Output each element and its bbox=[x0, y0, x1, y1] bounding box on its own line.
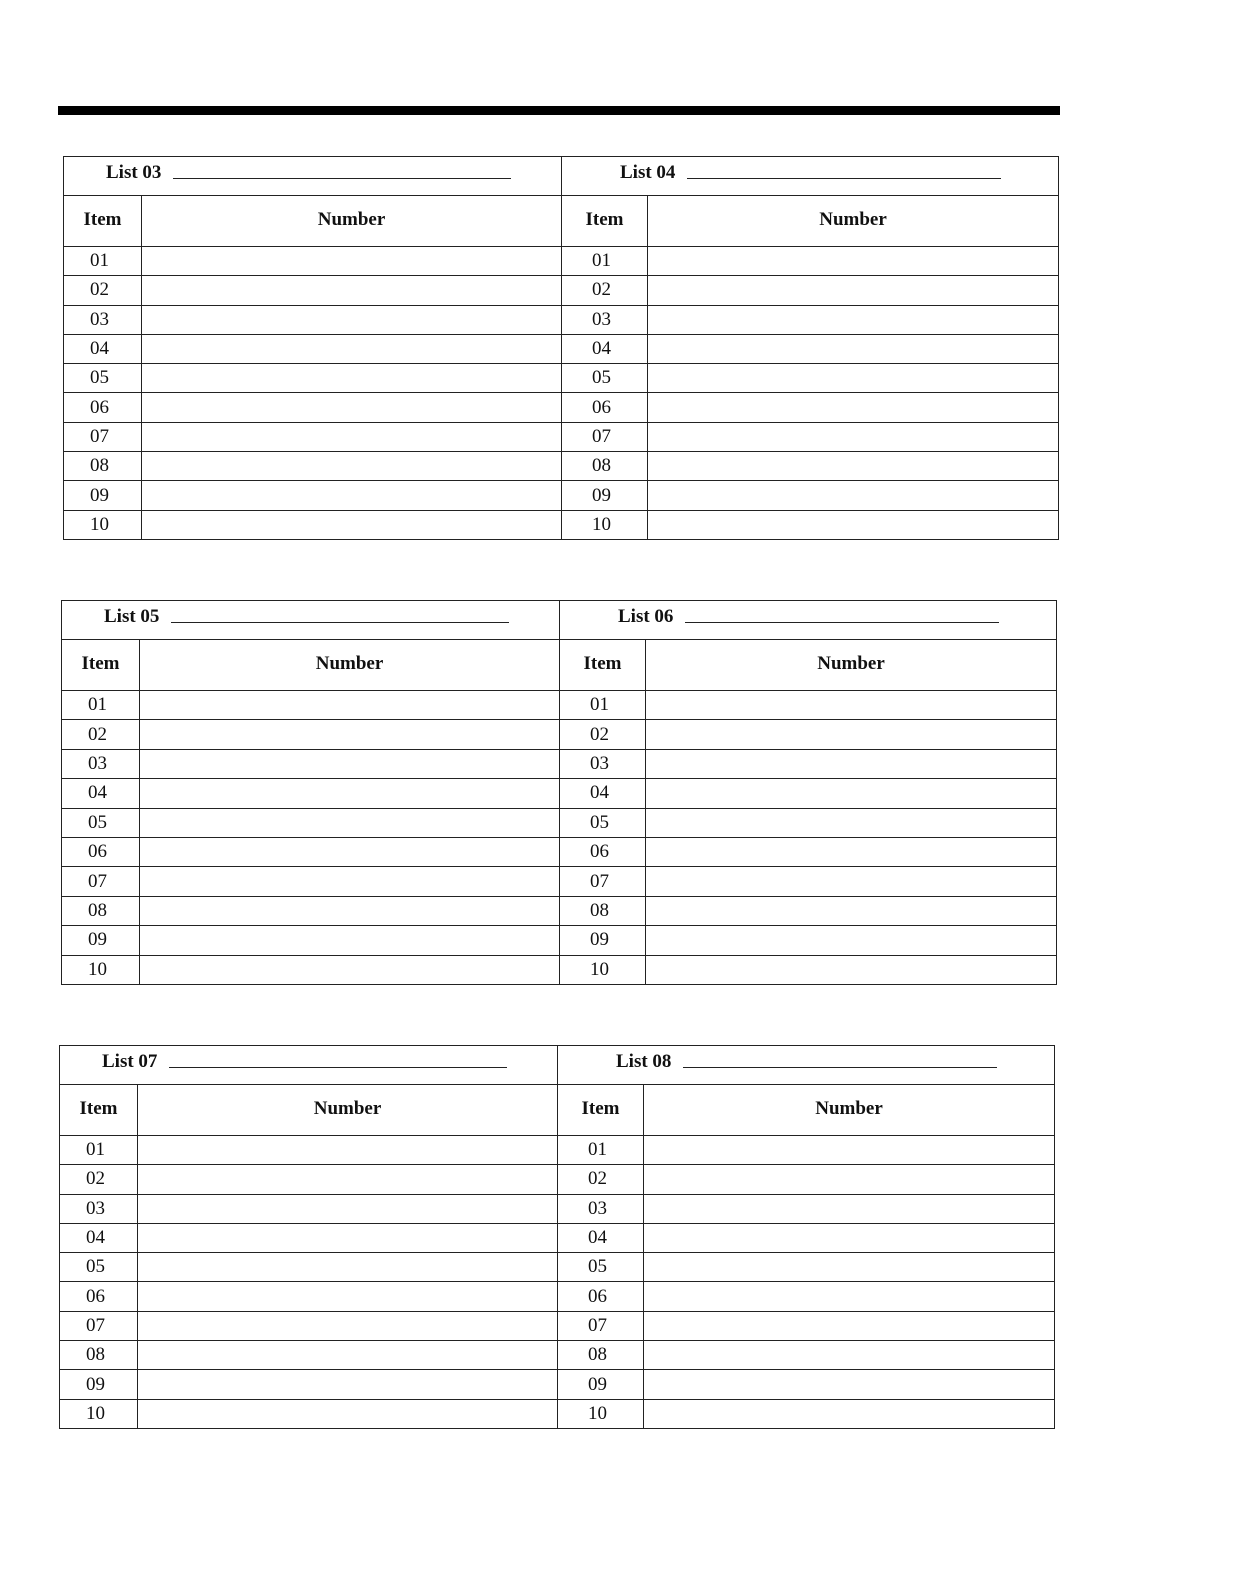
table-row bbox=[60, 1312, 557, 1341]
table-row bbox=[560, 720, 1056, 749]
list-name-blank[interactable] bbox=[687, 161, 1001, 179]
number-cell[interactable] bbox=[648, 335, 1058, 363]
table-row bbox=[558, 1224, 1054, 1253]
table-row bbox=[560, 926, 1056, 955]
number-cell[interactable] bbox=[138, 1312, 557, 1340]
item-cell: 06 bbox=[60, 1282, 138, 1310]
item-cell: 03 bbox=[558, 1195, 644, 1223]
item-cell: 06 bbox=[560, 838, 646, 866]
table-row bbox=[64, 452, 561, 481]
item-cell: 02 bbox=[560, 720, 646, 748]
number-cell[interactable] bbox=[140, 838, 559, 866]
table-row bbox=[62, 809, 559, 838]
item-cell: 04 bbox=[560, 779, 646, 807]
list-form bbox=[561, 157, 1058, 539]
table-row bbox=[60, 1195, 557, 1224]
item-cell: 08 bbox=[64, 452, 142, 480]
number-cell[interactable] bbox=[646, 956, 1056, 984]
number-cell[interactable] bbox=[644, 1195, 1054, 1223]
column-header-row bbox=[60, 1085, 557, 1136]
item-column-header: Item bbox=[60, 1085, 138, 1135]
table-row bbox=[560, 838, 1056, 867]
item-cell: 06 bbox=[562, 393, 648, 421]
item-cell: 10 bbox=[62, 956, 140, 984]
table-row bbox=[64, 335, 561, 364]
item-cell: 04 bbox=[558, 1224, 644, 1252]
number-cell[interactable] bbox=[644, 1282, 1054, 1310]
number-cell[interactable] bbox=[648, 364, 1058, 392]
table-row bbox=[558, 1195, 1054, 1224]
table-row bbox=[558, 1370, 1054, 1399]
table-row bbox=[562, 276, 1058, 305]
item-cell: 02 bbox=[60, 1165, 138, 1193]
number-cell[interactable] bbox=[142, 481, 561, 509]
list-rows bbox=[62, 691, 559, 984]
item-cell: 08 bbox=[562, 452, 648, 480]
list-pair-2 bbox=[61, 600, 1057, 985]
table-row bbox=[558, 1253, 1054, 1282]
number-cell[interactable] bbox=[138, 1282, 557, 1310]
table-row bbox=[64, 276, 561, 305]
table-row bbox=[64, 306, 561, 335]
table-row bbox=[560, 691, 1056, 720]
list-rows bbox=[60, 1136, 557, 1428]
item-cell: 09 bbox=[64, 481, 142, 509]
number-cell[interactable] bbox=[142, 423, 561, 451]
list-title: List 08 bbox=[616, 1051, 672, 1072]
item-cell: 03 bbox=[60, 1195, 138, 1223]
item-cell: 09 bbox=[558, 1370, 644, 1398]
number-cell[interactable] bbox=[648, 247, 1058, 275]
item-cell: 04 bbox=[64, 335, 142, 363]
table-row bbox=[60, 1370, 557, 1399]
item-cell: 08 bbox=[62, 897, 140, 925]
column-header-row bbox=[62, 640, 559, 691]
item-cell: 03 bbox=[64, 306, 142, 334]
table-row bbox=[60, 1400, 557, 1428]
item-cell: 09 bbox=[562, 481, 648, 509]
table-row bbox=[562, 423, 1058, 452]
item-cell: 07 bbox=[558, 1312, 644, 1340]
number-cell[interactable] bbox=[138, 1136, 557, 1164]
number-cell[interactable] bbox=[648, 393, 1058, 421]
number-cell[interactable] bbox=[142, 364, 561, 392]
item-cell: 09 bbox=[60, 1370, 138, 1398]
list-title: List 07 bbox=[102, 1051, 158, 1072]
number-cell[interactable] bbox=[644, 1136, 1054, 1164]
item-cell: 02 bbox=[558, 1165, 644, 1193]
item-cell: 09 bbox=[560, 926, 646, 954]
table-row bbox=[64, 364, 561, 393]
table-row bbox=[60, 1136, 557, 1165]
number-cell[interactable] bbox=[644, 1341, 1054, 1369]
number-cell[interactable] bbox=[648, 481, 1058, 509]
number-cell[interactable] bbox=[140, 867, 559, 895]
list-name-blank[interactable] bbox=[685, 605, 999, 623]
number-cell[interactable] bbox=[142, 335, 561, 363]
item-cell: 02 bbox=[62, 720, 140, 748]
list-name-blank[interactable] bbox=[683, 1050, 997, 1068]
list-title: List 03 bbox=[106, 162, 162, 183]
item-cell: 01 bbox=[560, 691, 646, 719]
item-cell: 01 bbox=[64, 247, 142, 275]
item-cell: 10 bbox=[60, 1400, 138, 1428]
number-cell[interactable] bbox=[646, 809, 1056, 837]
number-cell[interactable] bbox=[644, 1224, 1054, 1252]
number-column-header: Number bbox=[815, 1098, 883, 1119]
table-row bbox=[562, 452, 1058, 481]
item-column-header: Item bbox=[558, 1085, 644, 1135]
table-row bbox=[64, 393, 561, 422]
item-cell: 04 bbox=[62, 779, 140, 807]
list-title: List 05 bbox=[104, 606, 160, 627]
list-form bbox=[62, 601, 559, 984]
table-row bbox=[560, 897, 1056, 926]
number-cell[interactable] bbox=[140, 750, 559, 778]
number-cell[interactable] bbox=[140, 956, 559, 984]
item-column-header: Item bbox=[64, 196, 142, 246]
list-name-blank[interactable] bbox=[173, 161, 511, 179]
number-column-header: Number bbox=[315, 653, 384, 674]
table-row bbox=[62, 720, 559, 749]
number-cell[interactable] bbox=[648, 423, 1058, 451]
table-row bbox=[64, 481, 561, 510]
number-cell[interactable] bbox=[646, 779, 1056, 807]
table-row bbox=[562, 393, 1058, 422]
table-row bbox=[62, 867, 559, 896]
number-cell[interactable] bbox=[142, 452, 561, 480]
number-cell[interactable] bbox=[138, 1253, 557, 1281]
number-cell[interactable] bbox=[138, 1341, 557, 1369]
item-cell: 05 bbox=[562, 364, 648, 392]
item-cell: 05 bbox=[558, 1253, 644, 1281]
table-row bbox=[558, 1341, 1054, 1370]
item-cell: 01 bbox=[562, 247, 648, 275]
item-cell: 06 bbox=[64, 393, 142, 421]
list-rows bbox=[562, 247, 1058, 539]
number-cell[interactable] bbox=[644, 1370, 1054, 1398]
item-cell: 06 bbox=[62, 838, 140, 866]
item-column-header: Item bbox=[560, 640, 646, 690]
item-cell: 05 bbox=[60, 1253, 138, 1281]
number-column-header: Number bbox=[819, 209, 887, 230]
number-cell[interactable] bbox=[140, 691, 559, 719]
table-row bbox=[560, 867, 1056, 896]
number-cell[interactable] bbox=[646, 897, 1056, 925]
table-row bbox=[562, 335, 1058, 364]
number-cell[interactable] bbox=[138, 1195, 557, 1223]
item-cell: 06 bbox=[558, 1282, 644, 1310]
table-row bbox=[560, 809, 1056, 838]
table-row bbox=[558, 1282, 1054, 1311]
number-cell[interactable] bbox=[648, 452, 1058, 480]
item-cell: 05 bbox=[560, 809, 646, 837]
item-column-header: Item bbox=[62, 640, 140, 690]
item-cell: 03 bbox=[62, 750, 140, 778]
table-row bbox=[62, 691, 559, 720]
list-name-blank[interactable] bbox=[169, 1050, 507, 1068]
item-cell: 01 bbox=[62, 691, 140, 719]
number-cell[interactable] bbox=[142, 306, 561, 334]
table-row bbox=[62, 926, 559, 955]
table-row bbox=[560, 956, 1056, 984]
table-row bbox=[62, 838, 559, 867]
number-column-header: Number bbox=[317, 209, 386, 230]
item-cell: 01 bbox=[60, 1136, 138, 1164]
table-row bbox=[60, 1165, 557, 1194]
table-row bbox=[64, 511, 561, 539]
number-cell[interactable] bbox=[142, 276, 561, 304]
item-cell: 02 bbox=[562, 276, 648, 304]
item-cell: 10 bbox=[558, 1400, 644, 1428]
table-row bbox=[64, 423, 561, 452]
table-row bbox=[558, 1165, 1054, 1194]
table-row bbox=[562, 247, 1058, 276]
number-cell[interactable] bbox=[138, 1224, 557, 1252]
table-row bbox=[64, 247, 561, 276]
table-row bbox=[60, 1253, 557, 1282]
number-cell[interactable] bbox=[140, 720, 559, 748]
table-row bbox=[562, 306, 1058, 335]
number-cell[interactable] bbox=[648, 511, 1058, 539]
number-cell[interactable] bbox=[646, 750, 1056, 778]
number-cell[interactable] bbox=[138, 1370, 557, 1398]
item-cell: 02 bbox=[64, 276, 142, 304]
table-row bbox=[558, 1312, 1054, 1341]
item-cell: 09 bbox=[62, 926, 140, 954]
column-header-row bbox=[560, 640, 1056, 691]
table-row bbox=[562, 364, 1058, 393]
table-row bbox=[562, 511, 1058, 539]
number-cell[interactable] bbox=[644, 1312, 1054, 1340]
table-row bbox=[560, 750, 1056, 779]
item-cell: 08 bbox=[560, 897, 646, 925]
item-cell: 07 bbox=[64, 423, 142, 451]
number-cell[interactable] bbox=[646, 691, 1056, 719]
table-row bbox=[62, 779, 559, 808]
list-form bbox=[60, 1046, 557, 1428]
number-cell[interactable] bbox=[140, 809, 559, 837]
number-cell[interactable] bbox=[644, 1165, 1054, 1193]
number-cell[interactable] bbox=[648, 306, 1058, 334]
item-cell: 05 bbox=[62, 809, 140, 837]
item-cell: 03 bbox=[560, 750, 646, 778]
top-rule bbox=[58, 106, 1060, 115]
list-title-row bbox=[60, 1046, 557, 1085]
list-title: List 04 bbox=[620, 162, 676, 183]
item-cell: 03 bbox=[562, 306, 648, 334]
column-header-row bbox=[558, 1085, 1054, 1136]
number-cell[interactable] bbox=[142, 247, 561, 275]
list-rows bbox=[558, 1136, 1054, 1428]
table-row bbox=[560, 779, 1056, 808]
number-cell[interactable] bbox=[646, 720, 1056, 748]
list-pair-3 bbox=[59, 1045, 1055, 1429]
list-title-row bbox=[562, 157, 1058, 196]
table-row bbox=[558, 1136, 1054, 1165]
list-title-row bbox=[558, 1046, 1054, 1085]
list-form bbox=[559, 601, 1056, 984]
list-name-blank[interactable] bbox=[171, 605, 509, 623]
item-cell: 07 bbox=[62, 867, 140, 895]
number-cell[interactable] bbox=[646, 867, 1056, 895]
table-row bbox=[558, 1400, 1054, 1428]
table-row bbox=[62, 750, 559, 779]
number-cell[interactable] bbox=[142, 511, 561, 539]
number-cell[interactable] bbox=[140, 779, 559, 807]
number-cell[interactable] bbox=[648, 276, 1058, 304]
number-cell[interactable] bbox=[138, 1165, 557, 1193]
list-title-row bbox=[560, 601, 1056, 640]
number-cell[interactable] bbox=[644, 1400, 1054, 1428]
number-cell[interactable] bbox=[140, 897, 559, 925]
list-title: List 06 bbox=[618, 606, 674, 627]
item-cell: 10 bbox=[560, 956, 646, 984]
list-title-row bbox=[62, 601, 559, 640]
column-header-row bbox=[562, 196, 1058, 247]
table-row bbox=[60, 1282, 557, 1311]
item-cell: 07 bbox=[562, 423, 648, 451]
list-form bbox=[557, 1046, 1054, 1428]
list-pair-1 bbox=[63, 156, 1059, 540]
item-column-header: Item bbox=[562, 196, 648, 246]
item-cell: 08 bbox=[60, 1341, 138, 1369]
item-cell: 10 bbox=[64, 511, 142, 539]
column-header-row bbox=[64, 196, 561, 247]
number-cell[interactable] bbox=[142, 393, 561, 421]
list-form bbox=[64, 157, 561, 539]
item-cell: 04 bbox=[60, 1224, 138, 1252]
number-cell[interactable] bbox=[646, 838, 1056, 866]
table-row bbox=[62, 956, 559, 984]
table-row bbox=[562, 481, 1058, 510]
item-cell: 05 bbox=[64, 364, 142, 392]
item-cell: 01 bbox=[558, 1136, 644, 1164]
table-row bbox=[60, 1341, 557, 1370]
table-row bbox=[62, 897, 559, 926]
number-cell[interactable] bbox=[138, 1400, 557, 1428]
number-cell[interactable] bbox=[646, 926, 1056, 954]
number-cell[interactable] bbox=[644, 1253, 1054, 1281]
item-cell: 10 bbox=[562, 511, 648, 539]
number-cell[interactable] bbox=[140, 926, 559, 954]
table-row bbox=[60, 1224, 557, 1253]
list-rows bbox=[64, 247, 561, 539]
number-column-header: Number bbox=[817, 653, 885, 674]
item-cell: 07 bbox=[560, 867, 646, 895]
list-title-row bbox=[64, 157, 561, 196]
item-cell: 04 bbox=[562, 335, 648, 363]
item-cell: 07 bbox=[60, 1312, 138, 1340]
list-rows bbox=[560, 691, 1056, 984]
item-cell: 08 bbox=[558, 1341, 644, 1369]
number-column-header: Number bbox=[313, 1098, 382, 1119]
